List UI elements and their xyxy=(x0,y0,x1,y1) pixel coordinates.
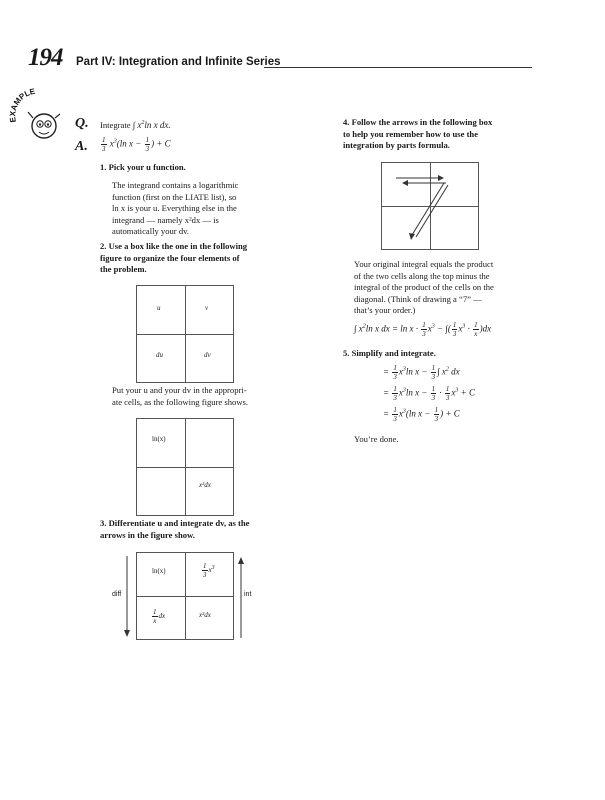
step4-formula: ∫ $x^2\ln$ x dx = ln x · $\frac{1}{3}$ $x^3$ − ∫( $\frac{1}{3}$ $x^3$ · $\frac{1}{x}$ )dx xyxy=(354,321,492,338)
a-text: $\frac{1}{3}$ $x^3(\ln$ x − $\frac{1}{3}$ ) + C xyxy=(102,136,171,153)
step4-para xyxy=(354,259,564,317)
step1-title: 1. Pick your u function. xyxy=(100,162,186,172)
step5-line3: = $\frac{1}{3}$ $x^3(\ln$ x − $\frac{1}{3}$ ) + C xyxy=(383,406,460,423)
step4-para-line: of the two cells along the top minus the xyxy=(354,270,490,281)
step2-title xyxy=(100,241,300,276)
example-badge-icon xyxy=(8,88,68,148)
q-integral: ∫ $x^2\ln$ x dx. xyxy=(132,120,171,130)
step3-title xyxy=(100,518,300,541)
q-text xyxy=(100,118,260,132)
step4-title-line: to help you remember how to use the xyxy=(343,128,479,139)
step1-line: ln x is your u. Everything else in the xyxy=(112,203,237,214)
step4-title-line: integration by parts formula. xyxy=(343,140,450,151)
step3-title-line: arrows in the figure show. xyxy=(100,529,195,540)
cell3-br: x²dx xyxy=(199,611,211,619)
cell-v: v xyxy=(205,304,209,312)
cell-du: du xyxy=(156,351,163,359)
diff-label: diff xyxy=(112,591,122,598)
cell3-bl: $\frac{1}{x}$ dx xyxy=(153,608,166,625)
header-rule xyxy=(264,67,532,68)
step1-line: The integrand contains a logarithmic xyxy=(112,180,239,190)
seven-box xyxy=(381,162,479,250)
filled-box xyxy=(136,418,234,516)
step2-title-line: the problem. xyxy=(100,264,147,275)
part-title: Part IV: Integration and Infinite Series xyxy=(76,56,281,68)
int-label: int xyxy=(244,591,252,598)
step3-title-line: 3. Differentiate u and integrate dv, as the xyxy=(100,518,250,528)
step4-para-line: that’s your order.) xyxy=(354,305,416,316)
cell3-tr: $\frac{1}{3}$ $x^3$ xyxy=(203,562,215,579)
down-arrow-icon xyxy=(124,556,130,638)
step2-after xyxy=(112,385,312,408)
seven-arrows-icon xyxy=(382,163,478,249)
example-badge xyxy=(8,88,68,148)
cell-u: u xyxy=(157,304,161,312)
step4-title-line: 4. Follow the arrows in the following box xyxy=(343,117,493,127)
step5-title: 5. Simplify and integrate. xyxy=(343,348,436,358)
example-badge-label: EXAMPLE xyxy=(8,88,36,124)
step4-para-line: Your original integral equals the product xyxy=(354,259,494,269)
step1-body xyxy=(112,180,292,238)
diff-arrow xyxy=(124,556,130,638)
step2-after-line: Put your u and your dv in the appropri- xyxy=(112,385,247,395)
step2-after-line: ate cells, as the following figure shows. xyxy=(112,396,249,407)
q-prefix: Integrate xyxy=(100,120,131,130)
step1-line: automatically your dv. xyxy=(112,226,190,237)
step2-title-line: figure to organize the four elements of xyxy=(100,252,240,263)
step1-line: integrand — namely x²dx — is xyxy=(112,214,219,225)
page-number: 194 xyxy=(28,44,63,71)
step4-para-line: diagonal. (Think of drawing a “7” — xyxy=(354,293,482,304)
step5-line1: = $\frac{1}{3}$ $x^3\ln$ x − $\frac{1}{3}$ ∫ $x^2$ dx xyxy=(383,364,460,381)
step5-line2: = $\frac{1}{3}$ $x^3\ln$ x − $\frac{1}{3}$ · $\frac{1}{3}$ $x^3 + C$ xyxy=(383,385,475,402)
step2-title-line: 2. Use a box like the one in the following xyxy=(100,241,248,251)
a-label: A. xyxy=(75,139,88,154)
step1-line: function (first on the LIATE list), so xyxy=(112,191,237,202)
step5-done: You’re done. xyxy=(354,434,399,444)
derivative-box xyxy=(136,552,234,640)
cell-x2dx: x²dx xyxy=(199,481,211,489)
uv-box xyxy=(136,285,234,383)
step4-title xyxy=(343,117,553,152)
cell3-ln: ln(x) xyxy=(152,567,166,575)
cell-dv: dv xyxy=(204,351,211,359)
step4-para-line: integral of the product of the cells on the xyxy=(354,282,494,293)
cell-ln: ln(x) xyxy=(152,435,166,443)
q-label: Q. xyxy=(75,116,89,131)
